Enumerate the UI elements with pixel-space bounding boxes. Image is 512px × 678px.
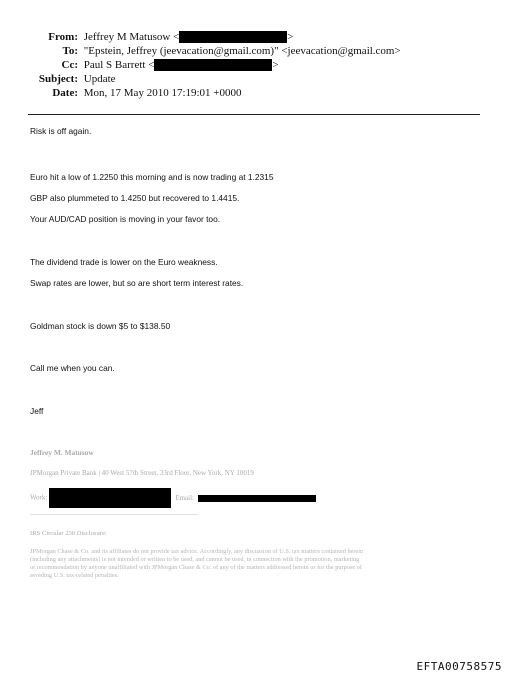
header-divider [28, 114, 480, 115]
cc-row [0, 58, 279, 72]
subject-value: Update [83, 73, 116, 85]
to-label: To: [62, 45, 78, 57]
from-close: > [287, 31, 294, 43]
date-row [0, 86, 242, 100]
cc-value: Paul S Barrett < [83, 59, 155, 71]
body-paragraph: GBP also plummeted to 1.4250 but recovered to 1.4415. [30, 193, 240, 203]
disclaimer-text [30, 548, 480, 580]
from-value: Jeffrey M Matusow < [83, 31, 180, 43]
subject-row [0, 72, 116, 86]
from-label: From: [48, 31, 78, 43]
body-paragraph: Your AUD/CAD position is moving in your favor too. [30, 214, 221, 224]
disclaimer-line: avoiding U.S. tax-related penalties. [30, 572, 119, 579]
signature-name: Jeffrey M. Matusow [30, 448, 94, 457]
body-paragraph: Risk is off again. [30, 126, 92, 136]
redaction-bar [198, 495, 316, 502]
disclaimer-line: (including any attachments) is not intended or written to be used, and cannot be used, in connection with the promotion, marketing [30, 556, 360, 563]
date-label: Date: [52, 87, 78, 99]
body-paragraph: Call me when you can. [30, 363, 115, 373]
redaction-bar [49, 488, 171, 508]
signature-divider [30, 514, 198, 515]
date-value: Mon, 17 May 2010 17:19:01 +0000 [83, 87, 242, 99]
work-label: Work: [30, 493, 48, 502]
redaction-bar [154, 59, 272, 71]
disclaimer-title: IRS Circular 230 Disclosure: [30, 530, 107, 537]
signoff: Jeff [30, 406, 44, 416]
document-id: EFTA00758575 [416, 660, 502, 673]
cc-label: Cc: [61, 59, 78, 71]
signature-address: JPMorgan Private Bank | 40 West 57th Street, 33rd Floor, New York, NY 10019 [30, 469, 254, 477]
cc-close: > [272, 59, 279, 71]
subject-label: Subject: [38, 73, 78, 85]
disclaimer-line: or recommendation by anyone unaffiliated with JPMorgan Chase & Co. of any of the matters addressed herein or for the purpose of [30, 564, 363, 571]
body-paragraph: Euro hit a low of 1.2250 this morning and is now trading at 1.2315 [30, 172, 274, 182]
body-paragraph: Swap rates are lower, but so are short term interest rates. [30, 278, 244, 288]
body-paragraph: Goldman stock is down $5 to $138.50 [30, 321, 171, 331]
to-row [0, 44, 401, 58]
email-label: Email: [175, 493, 194, 502]
disclaimer-line: JPMorgan Chase & Co. and its affiliates do not provide tax advice. Accordingly, any discussion of U.S. tax matters contained herein [30, 548, 364, 555]
body-paragraph: The dividend trade is lower on the Euro weakness. [30, 257, 218, 267]
signature-contact-row [30, 488, 316, 508]
from-row [0, 30, 293, 44]
to-value: "Epstein, Jeffrey (jeevacation@gmail.com)" <jeevacation@gmail.com> [83, 45, 401, 57]
redaction-bar [179, 31, 287, 43]
